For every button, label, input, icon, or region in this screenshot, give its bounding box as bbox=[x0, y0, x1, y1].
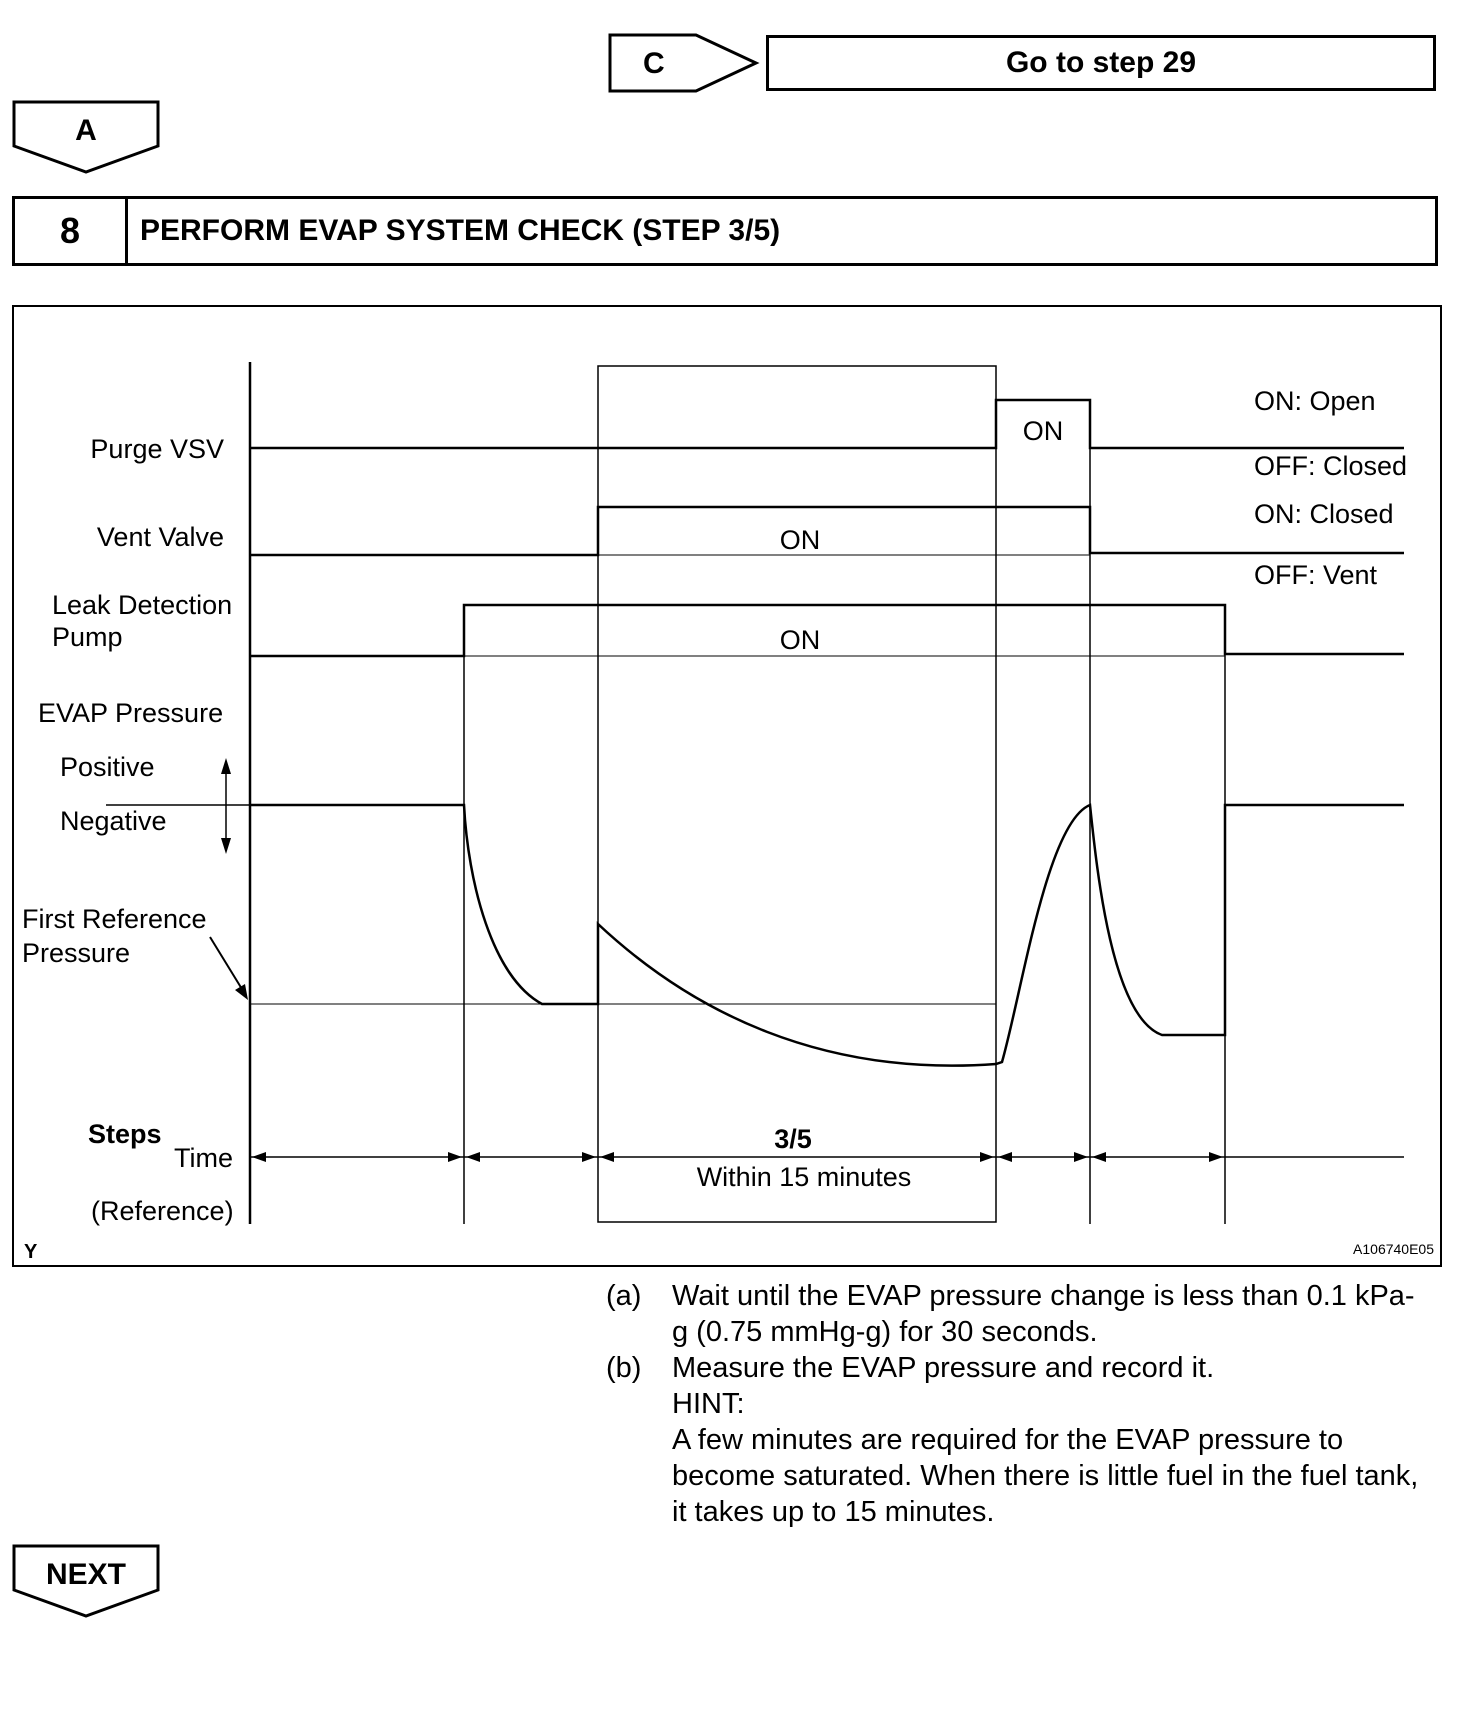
a-arrow-label: A bbox=[75, 114, 97, 147]
step-name-label: 3/5 bbox=[774, 1124, 812, 1154]
vent-on-label: ON bbox=[779, 525, 821, 555]
pump-on-label: ON bbox=[779, 625, 821, 655]
vent-valve-trace bbox=[250, 507, 1404, 555]
goto-step-text: Go to step 29 bbox=[1005, 46, 1197, 79]
off-vent-label: OFF: Vent bbox=[1254, 560, 1378, 590]
negative-label: Negative bbox=[60, 806, 167, 836]
pointer-arrowhead-icon bbox=[235, 984, 248, 1000]
next-arrow[interactable] bbox=[12, 1544, 162, 1620]
steps-label: Steps bbox=[88, 1119, 162, 1149]
leak-pump-label-1: Leak Detection bbox=[52, 590, 233, 620]
goto-step-29-box[interactable] bbox=[766, 35, 1436, 91]
step-number: 8 bbox=[15, 199, 128, 263]
c-arrow[interactable] bbox=[608, 33, 760, 95]
hint-text: A few minutes are required for the EVAP pressure to become saturated. When there is little fuel in the fuel tank, it takes up to 15 minutes. bbox=[672, 1424, 1419, 1528]
reference-label: (Reference) bbox=[91, 1196, 234, 1226]
arrow-down-icon bbox=[221, 838, 231, 854]
step-title: PERFORM EVAP SYSTEM CHECK (STEP 3/5) bbox=[140, 214, 781, 247]
instructions bbox=[606, 1278, 1426, 1530]
arrow-up-icon bbox=[221, 758, 231, 774]
purge-vsv-label: Purge VSV bbox=[90, 434, 224, 464]
instruction-text: Measure the EVAP pressure and record it. bbox=[672, 1352, 1215, 1384]
leak-pump-trace bbox=[250, 605, 1404, 656]
evap-pressure-label: EVAP Pressure bbox=[38, 698, 224, 728]
step-duration-label: Within 15 minutes bbox=[696, 1162, 912, 1192]
instruction-label: (a) bbox=[606, 1280, 642, 1312]
figure-id-label: A106740E05 bbox=[1353, 1241, 1434, 1257]
on-closed-label: ON: Closed bbox=[1254, 499, 1394, 529]
vent-valve-label: Vent Valve bbox=[96, 522, 224, 552]
instruction-item bbox=[606, 1350, 1426, 1530]
time-label: Time bbox=[174, 1143, 233, 1173]
instruction-item bbox=[606, 1278, 1426, 1350]
c-arrow-label: C bbox=[643, 47, 665, 80]
step-header bbox=[12, 196, 1438, 266]
first-ref-pointer bbox=[210, 937, 245, 994]
purge-on-label: ON bbox=[1022, 416, 1064, 446]
evap-pressure-trace bbox=[250, 805, 1404, 1066]
instruction-label: (b) bbox=[606, 1352, 642, 1384]
first-ref-label-1: First Reference bbox=[22, 904, 207, 934]
positive-label: Positive bbox=[60, 752, 155, 782]
timing-diagram-svg bbox=[14, 307, 1440, 1265]
instruction-text: Wait until the EVAP pressure change is less than 0.1 kPa-g (0.75 mmHg-g) for 30 seconds. bbox=[672, 1280, 1415, 1348]
evap-timing-diagram bbox=[12, 305, 1442, 1267]
instruction-item-b bbox=[672, 1350, 1426, 1530]
step-window-box bbox=[598, 366, 996, 1222]
first-ref-label-2: Pressure bbox=[22, 938, 131, 968]
hint-label: HINT: bbox=[672, 1388, 745, 1420]
corner-y-label: Y bbox=[24, 1241, 38, 1263]
purge-vsv-trace bbox=[250, 400, 1404, 448]
on-open-label: ON: Open bbox=[1254, 386, 1376, 416]
off-closed-label: OFF: Closed bbox=[1254, 451, 1408, 481]
next-arrow-label: NEXT bbox=[45, 1558, 127, 1591]
a-arrow[interactable] bbox=[12, 100, 162, 176]
leak-pump-label-2: Pump bbox=[52, 622, 123, 652]
